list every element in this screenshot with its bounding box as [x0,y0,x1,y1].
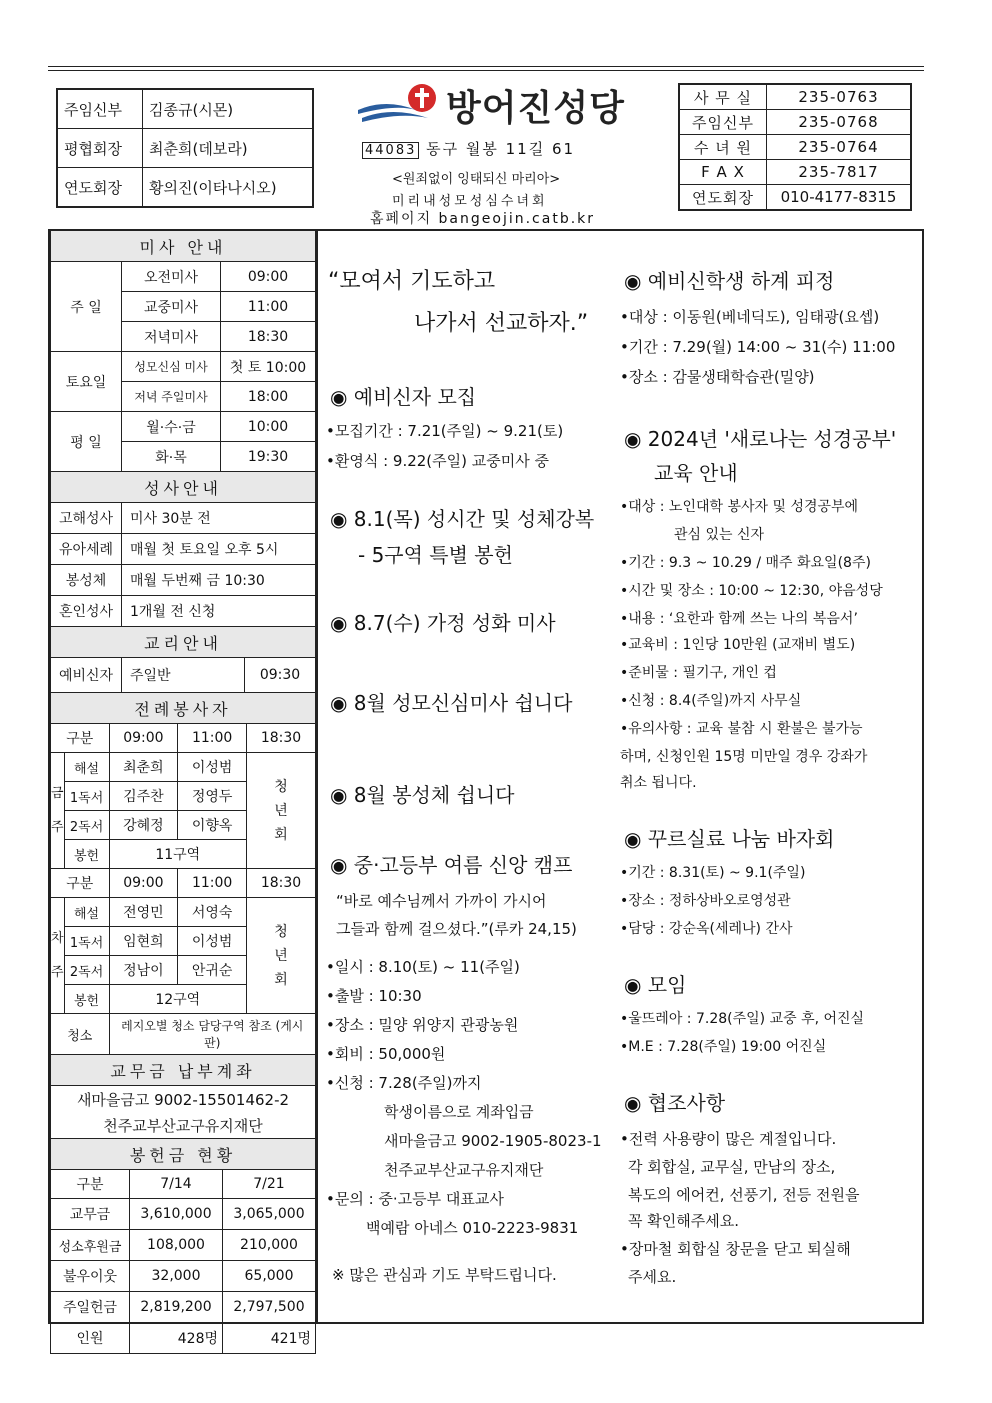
notice-line: •장소 : 감물생태학습관(밀양) [620,368,815,386]
motto: <원죄없이 잉태되신 마리아> [392,172,561,187]
mass-name: 저녁 주일미사 [122,382,221,412]
sacrament-table [50,472,316,627]
account-holder: 천주교부산교구유지재단 [51,1112,316,1139]
servers-title: 전례봉사자 [51,693,316,724]
notice-line: •M.E : 7.28(주일) 19:00 어진실 [620,1039,827,1055]
notice-title: ◉ 8.1(목) 성시간 및 성체강복 [330,507,595,531]
offering-value: 2,819,200 [130,1292,223,1323]
phone-label: F A X [679,160,767,185]
phone-label: 사 무 실 [679,84,767,110]
account-table [50,1055,316,1139]
notice-line: •대상 : 이동원(베네딕도), 임태광(요셉) [620,308,880,326]
top-rule [48,66,924,67]
notice-line: •담당 : 강순옥(세레나) 간사 [620,921,793,937]
phone-number: 235-0763 [767,84,912,110]
notice-line: •전력 사용량이 많은 계절입니다. [620,1130,837,1148]
server: 전영민 [109,898,178,927]
offer-zone: 12구역 [109,985,246,1014]
camp-line: 새마을금고 9002-1905-8023-1 [384,1132,602,1150]
notice-line: •기간 : 9.3 ~ 10.29 / 매주 화요일(8주) [620,555,871,571]
phone-label: 연도회장 [679,185,767,211]
mass-time: 18:30 [221,322,316,352]
doctrine-title: 교리안내 [51,627,316,658]
notice-line: •대상 : 노인대학 봉사자 및 성경공부에 [620,499,859,515]
notice-title: ◉ 8월 봉성체 쉽니다 [330,783,515,807]
sisters: 미리내성모성심수녀회 [392,194,548,209]
youth-char: 회 [274,971,288,988]
mass-name: 오전미사 [122,262,221,292]
offering-value: 3,065,000 [223,1199,316,1230]
role: 2독서 [64,811,109,840]
saturday-label: 토요일 [51,352,122,412]
offering-value: 210,000 [223,1230,316,1261]
notice-line: 하며, 신청인원 15명 미만일 경우 강좌가 [620,749,868,765]
notice-title: ◉ 예비신학생 하계 피정 [624,269,835,293]
camp-line: •신청 : 7.28(주일)까지 [326,1074,482,1092]
sacrament-value: 매월 첫 토요일 오후 5시 [122,534,316,565]
phone-number: 235-0768 [767,110,912,135]
staff-role: 연도회장 [57,168,143,208]
week-label-char: 주 [51,819,64,835]
phone-table [678,83,912,211]
phone-number: 235-0764 [767,135,912,160]
address: 동구 월봉 11길 61 [426,140,576,158]
weekday-label: 평 일 [51,412,122,472]
offering-value: 3,610,000 [130,1199,223,1230]
server: 정영두 [178,782,247,811]
quote-line-1: “모여서 기도하고 [328,269,496,294]
notice-title: ◉ 꾸르실료 나눔 바자회 [624,827,835,851]
server: 김주찬 [109,782,178,811]
youth-char: 회 [274,826,288,843]
mass-name: 월·수·금 [122,412,221,442]
camp-line: •장소 : 밀양 위양지 관광농원 [326,1016,519,1034]
doctrine-day: 주일반 [122,658,245,693]
offering-table [50,1139,316,1354]
mass-time: 19:30 [221,442,316,472]
mass-title: 미사 안내 [51,231,316,262]
staff-table [56,88,314,208]
youth-group [247,753,316,869]
camp-line: •문의 : 중·고등부 대표교사 [326,1190,504,1208]
servers-table [50,693,316,1055]
offering-value: 428명 [130,1323,223,1354]
doctrine-label: 예비신자 [51,658,122,693]
homepage-link[interactable]: 홈페이지 bangeojin.catb.kr [370,211,596,227]
camp-quote: “바로 예수님께서 가까이 가시어 [336,892,547,910]
sunday-label: 주 일 [51,262,122,352]
mass-time: 10:00 [221,412,316,442]
mass-name: 성모신심 미사 [122,352,221,382]
staff-name: 황의진(이타나시오) [143,168,314,208]
notice-line: •유의사항 : 교육 불참 시 환불은 불가능 [620,721,863,737]
offering-label: 교무금 [51,1199,130,1230]
week-label [51,753,65,869]
postal-code: 44083 [362,142,419,159]
role: 1독서 [64,927,109,956]
notice-line: •기간 : 8.31(토) ~ 9.1(주일) [620,865,806,881]
notice-line: •시간 및 장소 : 10:00 ~ 12:30, 야음성당 [620,583,883,599]
role: 해설 [64,753,109,782]
youth-char: 년 [274,947,288,964]
clean-value: 레지오별 청소 담당구역 참조 (게시판) [109,1014,315,1055]
sacrament-value: 미사 30분 전 [122,503,316,534]
notice-line: 취소 됩니다. [620,775,697,791]
notice-title: ◉ 예비신자 모집 [330,385,477,409]
role: 2독서 [64,956,109,985]
sacrament-value: 매월 두번째 금 10:30 [122,565,316,596]
server: 이향옥 [178,811,247,840]
phone-number: 010-4177-8315 [767,185,912,211]
church-name: 방어진성당 [446,88,625,129]
offering-value: 32,000 [130,1261,223,1292]
offering-head: 7/21 [223,1170,316,1199]
offering-title: 봉헌금 현황 [51,1139,316,1170]
phone-label: 수 녀 원 [679,135,767,160]
mass-table [50,231,316,472]
notice-title: ◉ 8.7(수) 가정 성화 미사 [330,611,556,635]
offering-value: 2,797,500 [223,1292,316,1323]
notice-title: ◉ 8월 성모신심미사 쉽니다 [330,691,573,715]
youth-char: 년 [274,802,288,819]
sacrament-label: 혼인성사 [51,596,122,627]
phone-number: 235-7817 [767,160,912,185]
mass-time: 09:00 [221,262,316,292]
offering-value: 421명 [223,1323,316,1354]
offering-value: 108,000 [130,1230,223,1261]
offer-zone: 11구역 [109,840,246,869]
camp-line: 백예람 아네스 010-2223-9831 [366,1219,579,1237]
notice-line: •울뜨레아 : 7.28(주일) 교중 후, 어진실 [620,1011,865,1027]
mass-time: 18:00 [221,382,316,412]
notice-line: 복도의 에어컨, 선풍기, 전등 전원을 [628,1186,860,1204]
church-logo [356,80,446,130]
week-label-char: 차 [51,930,64,946]
offering-label: 인원 [51,1323,130,1354]
left-sidebar [48,229,316,1347]
mass-name: 화·목 [122,442,221,472]
clean-label: 청소 [51,1014,110,1055]
notice-line: •신청 : 8.4(주일)까지 사무실 [620,693,802,709]
role: 봉헌 [64,985,109,1014]
top-rule-2 [48,70,924,71]
doctrine-table [50,627,316,693]
offering-label: 불우이웃 [51,1261,130,1292]
notice-line: 각 회합실, 교무실, 만남의 장소, [628,1158,836,1176]
offering-head: 구분 [51,1170,130,1199]
week-label [51,898,65,1014]
notice-line: 관심 있는 신자 [674,527,765,543]
staff-role: 평협회장 [57,129,143,168]
server: 서영숙 [178,898,247,927]
address-line [362,138,575,159]
server: 임현희 [109,927,178,956]
doctrine-time: 09:30 [245,658,316,693]
notice-line: •내용 : ‘요한과 함께 쓰는 나의 복음서’ [620,611,858,627]
sacrament-label: 유아세례 [51,534,122,565]
notice-title: ◉ 협조사항 [624,1091,726,1115]
phone-label: 주임신부 [679,110,767,135]
notice-line: •장마철 회합실 창문을 닫고 퇴실해 [620,1240,851,1258]
notice-title: ◉ 모임 [624,973,687,997]
camp-closing: ※ 많은 관심과 기도 부탁드립니다. [332,1266,557,1284]
sacrament-title: 성사안내 [51,472,316,503]
servers-head: 18:30 [247,869,316,898]
role: 봉헌 [64,840,109,869]
main-content [316,229,924,1324]
notice-line: 주세요. [628,1268,677,1286]
notice-line: •모집기간 : 7.21(주일) ~ 9.21(토) [326,422,564,440]
quote-line-2: 나가서 선교하자.” [414,311,589,336]
staff-role: 주임신부 [57,89,143,129]
notice-title: ◉ 중·고등부 여름 신앙 캠프 [330,853,573,877]
role: 1독서 [64,782,109,811]
notice-subtitle: 교육 안내 [654,461,738,485]
youth-group [247,898,316,1014]
notice-line: •교육비 : 1인당 10만원 (교재비 별도) [620,637,856,653]
notice-line: 꼭 확인해주세요. [628,1212,739,1230]
offering-value: 65,000 [223,1261,316,1292]
staff-name: 최춘희(데보라) [143,129,314,168]
staff-name: 김종규(시몬) [143,89,314,129]
notice-line: •환영식 : 9.22(주일) 교중미사 중 [326,452,549,470]
camp-line: •회비 : 50,000원 [326,1045,446,1063]
notice-title: ◉ 2024년 '새로나는 성경공부' [624,427,897,451]
notice-line: •장소 : 정하상바오로영성관 [620,893,791,909]
mass-name: 교중미사 [122,292,221,322]
notice-line: •기간 : 7.29(월) 14:00 ~ 31(수) 11:00 [620,338,896,356]
week-label-char: 금 [51,785,64,801]
offering-head: 7/14 [130,1170,223,1199]
notice-line: •준비물 : 필기구, 개인 컵 [620,665,777,681]
sacrament-value: 1개월 전 신청 [122,596,316,627]
mass-name: 저녁미사 [122,322,221,352]
server: 강혜정 [109,811,178,840]
sacrament-label: 고해성사 [51,503,122,534]
role: 해설 [64,898,109,927]
mass-time: 첫 토 10:00 [221,352,316,382]
servers-head: 11:00 [178,724,247,753]
servers-head: 11:00 [178,869,247,898]
servers-head: 구분 [51,869,110,898]
account-title: 교무금 납부계좌 [51,1055,316,1086]
server: 이성범 [178,927,247,956]
camp-line: 천주교부산교구유지재단 [384,1161,544,1179]
offering-label: 성소후원금 [51,1230,130,1261]
server: 안귀순 [178,956,247,985]
sacrament-label: 봉성체 [51,565,122,596]
week-label-char: 주 [51,964,64,980]
account-number: 새마을금고 9002-15501462-2 [51,1086,316,1113]
offering-label: 주일헌금 [51,1292,130,1323]
servers-head: 09:00 [109,869,178,898]
camp-line: •일시 : 8.10(토) ~ 11(주일) [326,958,520,976]
camp-line: •출발 : 10:30 [326,987,422,1005]
camp-quote: 그들과 함께 걸으셨다.”(루카 24,15) [336,920,577,938]
server: 최춘희 [109,753,178,782]
youth-char: 청 [274,778,288,795]
server: 이성범 [178,753,247,782]
youth-char: 청 [274,923,288,940]
mass-time: 11:00 [221,292,316,322]
servers-head: 18:30 [247,724,316,753]
server: 정남이 [109,956,178,985]
camp-line: 학생이름으로 계좌입금 [384,1103,534,1121]
servers-head: 구분 [51,724,110,753]
notice-subtitle: - 5구역 특별 봉헌 [358,543,513,567]
servers-head: 09:00 [109,724,178,753]
